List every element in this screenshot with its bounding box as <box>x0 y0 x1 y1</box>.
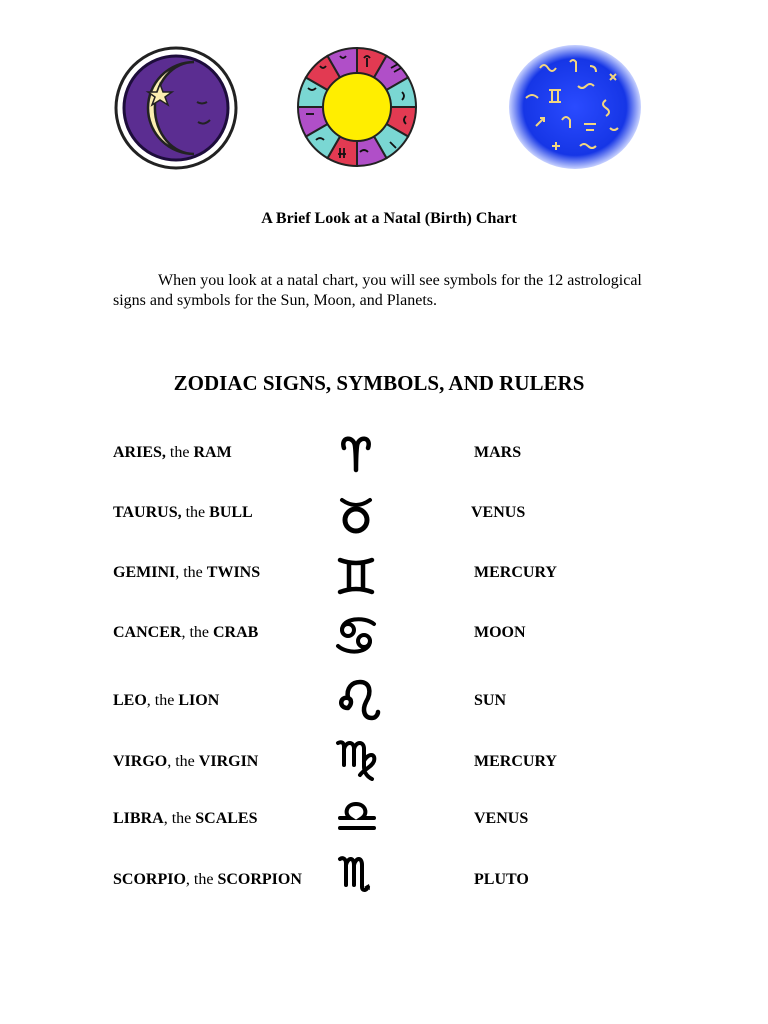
sign-animal: BULL <box>209 504 253 521</box>
section-heading: ZODIAC SIGNS, SYMBOLS, AND RULERS <box>173 371 585 395</box>
leo-symbol-icon <box>334 678 384 720</box>
sign-name: CANCER <box>113 624 182 641</box>
sign-name: GEMINI <box>113 564 176 581</box>
sign-ruler: MARS <box>474 444 522 461</box>
sign-connector: , the <box>185 871 218 888</box>
sign-ruler: VENUS <box>474 810 529 827</box>
sign-ruler: VENUS <box>471 504 526 521</box>
sign-name: TAURUS, <box>113 504 182 521</box>
sign-label <box>113 444 232 462</box>
sign-label <box>113 753 258 771</box>
intro-text: When you look at a natal chart, you will see symbols for the 12 astrological signs and symbols for the Sun, Moon, and Planets. <box>113 272 642 309</box>
sign-ruler: MOON <box>474 624 526 641</box>
sign-ruler: SUN <box>474 692 507 709</box>
sign-label <box>113 692 219 710</box>
sign-connector: , the <box>167 753 199 770</box>
sign-connector: the <box>165 444 194 461</box>
sign-label <box>113 624 258 642</box>
sign-ruler: PLUTO <box>474 871 529 888</box>
scorpio-symbol-icon <box>334 851 384 893</box>
sign-name: LEO <box>113 692 147 709</box>
sign-animal: VIRGIN <box>198 753 259 770</box>
aries-symbol-icon <box>334 434 384 476</box>
sign-ruler: MERCURY <box>474 753 557 770</box>
sign-name: SCORPIO <box>113 871 186 888</box>
sign-connector: , the <box>175 564 207 581</box>
intro-paragraph <box>113 271 653 311</box>
sign-label <box>113 504 253 522</box>
sign-label <box>113 871 302 889</box>
sign-connector: the <box>181 504 210 521</box>
sign-name: VIRGO <box>113 753 168 770</box>
page-title: A Brief Look at a Natal (Birth) Chart <box>261 210 517 227</box>
sign-animal: CRAB <box>213 624 259 641</box>
sign-connector: , the <box>163 810 196 827</box>
taurus-symbol-icon <box>334 494 384 536</box>
moon-with-star-icon <box>112 44 240 172</box>
libra-symbol-icon <box>334 796 384 838</box>
zodiac-wheel-icon <box>294 44 420 170</box>
sign-animal: SCALES <box>195 810 258 827</box>
sign-name: ARIES, <box>113 444 166 461</box>
sign-name: LIBRA <box>113 810 164 827</box>
cancer-symbol-icon <box>334 614 384 656</box>
gemini-symbol-icon <box>334 554 384 596</box>
sign-ruler: MERCURY <box>474 564 557 581</box>
sign-connector: , the <box>181 624 213 641</box>
sign-connector: , the <box>146 692 179 709</box>
sign-animal: LION <box>178 692 220 709</box>
starry-zodiac-sphere-icon <box>506 42 644 172</box>
virgo-symbol-icon <box>334 735 384 777</box>
sign-label <box>113 810 257 828</box>
sign-animal: RAM <box>193 444 232 461</box>
sign-animal: TWINS <box>206 564 261 581</box>
sign-animal: SCORPION <box>217 871 302 888</box>
sign-label <box>113 564 260 582</box>
